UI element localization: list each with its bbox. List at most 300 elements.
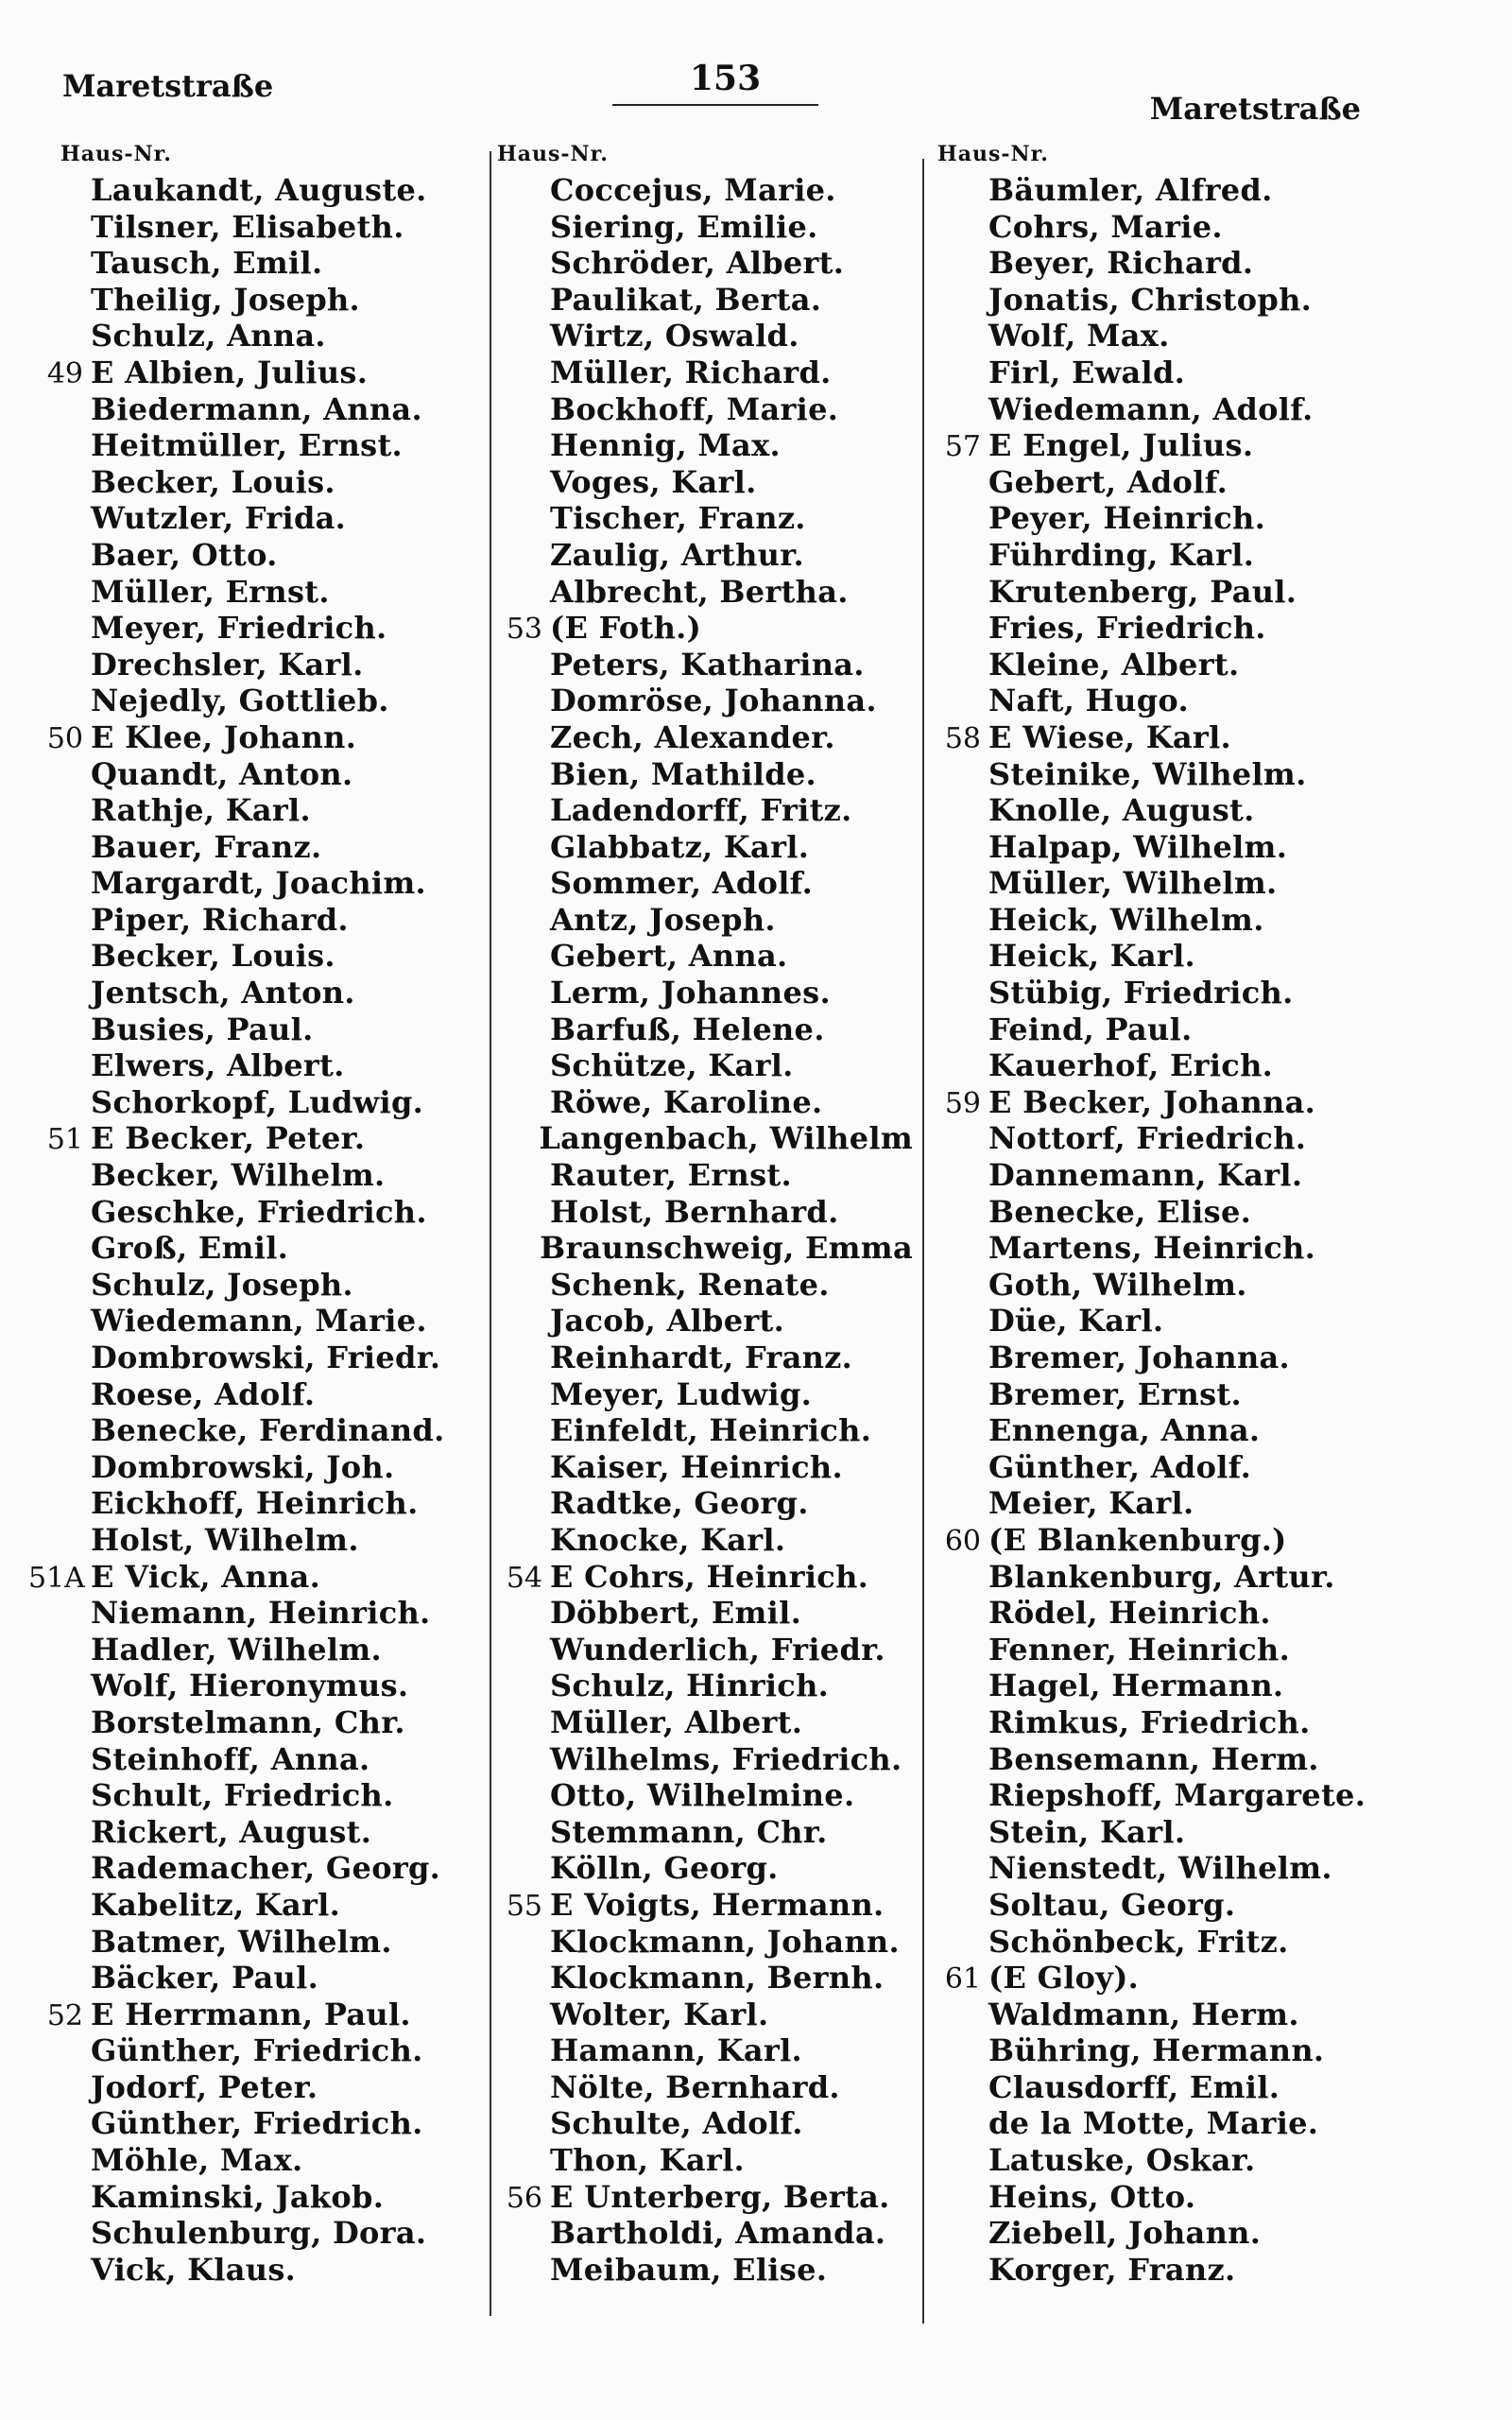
list-item <box>28 1267 482 1304</box>
list-item <box>28 391 482 428</box>
resident-name: Biedermann, Anna. <box>91 390 422 427</box>
resident-name: Stemmann, Chr. <box>550 1813 828 1850</box>
resident-name: Holst, Wilhelm. <box>91 1521 359 1558</box>
list-item <box>488 829 913 866</box>
list-item <box>488 610 913 647</box>
entries-list <box>28 172 482 2288</box>
list-item <box>28 1485 482 1522</box>
resident-name: Bauer, Franz. <box>91 828 322 865</box>
list-item <box>926 1376 1380 1413</box>
resident-name: Halpap, Wilhelm. <box>988 828 1288 865</box>
list-item <box>28 938 482 975</box>
column-2 <box>488 142 913 2288</box>
resident-name: Rathje, Karl. <box>91 792 311 829</box>
list-item <box>926 647 1380 683</box>
resident-name: Heins, Otto. <box>988 2178 1196 2215</box>
list-item <box>488 245 913 282</box>
resident-name: Benecke, Ferdinand. <box>91 1412 445 1449</box>
resident-name: E Engel, Julius. <box>988 427 1254 464</box>
resident-name: Roese, Adolf. <box>91 1375 316 1412</box>
list-item <box>926 1559 1380 1596</box>
resident-name: Bremer, Johanna. <box>988 1340 1290 1375</box>
resident-name: Döbbert, Emil. <box>550 1595 802 1632</box>
list-item <box>488 683 913 719</box>
resident-name: Siering, Emilie. <box>550 208 818 245</box>
list-item <box>926 865 1380 902</box>
house-number-label: Haus-Nr. <box>937 142 1049 166</box>
list-item <box>488 1230 913 1267</box>
resident-name: Hamann, Karl. <box>550 2032 802 2069</box>
list-item <box>488 1340 913 1376</box>
list-item <box>926 829 1380 866</box>
street-header-left: Maretstraße <box>62 68 274 104</box>
house-number: 51A <box>28 1561 85 1595</box>
list-item <box>28 209 482 246</box>
resident-name: Baer, Otto. <box>91 536 278 573</box>
list-item <box>488 1632 913 1668</box>
list-item <box>28 1230 482 1267</box>
list-item <box>488 1924 913 1961</box>
list-item <box>488 318 913 354</box>
resident-name: Günther, Adolf. <box>988 1448 1252 1485</box>
resident-name: Radtke, Georg. <box>550 1485 809 1522</box>
resident-name: E Herrmann, Paul. <box>91 1996 411 2032</box>
list-item <box>926 500 1380 537</box>
resident-name: Borstelmann, Chr. <box>91 1703 405 1740</box>
list-item <box>28 1632 482 1668</box>
list-item <box>28 1924 482 1961</box>
resident-name: Waldmann, Herm. <box>988 1996 1299 2032</box>
list-item <box>488 427 913 464</box>
resident-name: Heitmüller, Ernst. <box>91 427 403 464</box>
resident-name: Wiedemann, Marie. <box>91 1303 427 1340</box>
resident-name: Jentsch, Anton. <box>91 975 355 1011</box>
list-item <box>926 464 1380 501</box>
list-item <box>28 1340 482 1376</box>
resident-name: Schulz, Hinrich. <box>550 1668 830 1704</box>
resident-name: Kauerhof, Erich. <box>988 1047 1274 1084</box>
resident-name: Düe, Karl. <box>988 1303 1164 1340</box>
list-item <box>28 975 482 1011</box>
resident-name: Jacob, Albert. <box>550 1303 785 1340</box>
resident-name: E Klee, Johann. <box>91 718 357 755</box>
resident-name: Bremer, Ernst. <box>988 1375 1242 1412</box>
resident-name: Goth, Wilhelm. <box>988 1266 1247 1303</box>
resident-name: Laukandt, Auguste. <box>91 172 427 208</box>
resident-name: Knocke, Karl. <box>550 1521 786 1558</box>
resident-name: Peters, Katharina. <box>550 646 865 683</box>
resident-name: Wunderlich, Friedr. <box>550 1631 885 1668</box>
house-number: 53 <box>506 613 542 647</box>
street-header-right: Maretstraße <box>1149 91 1361 127</box>
list-item <box>28 1303 482 1340</box>
resident-name: Klockmann, Bernh. <box>550 1960 885 1996</box>
entries-list <box>926 172 1380 2288</box>
resident-name: Domröse, Johanna. <box>550 683 877 719</box>
list-item <box>488 1194 913 1231</box>
resident-name: E Unterberg, Berta. <box>550 2178 890 2215</box>
list-item <box>28 172 482 209</box>
list-item <box>488 1777 913 1814</box>
resident-name: Lerm, Johannes. <box>550 975 831 1011</box>
list-item <box>926 1340 1380 1376</box>
resident-name: Bäumler, Alfred. <box>988 172 1273 208</box>
list-item <box>488 1887 913 1924</box>
list-item <box>488 647 913 683</box>
resident-name: Fries, Friedrich. <box>988 610 1266 647</box>
list-item <box>28 2069 482 2106</box>
resident-name: Bartholdi, Amanda. <box>550 2215 886 2252</box>
house-number: 54 <box>506 1561 542 1595</box>
resident-name: Benecke, Elise. <box>988 1193 1252 1230</box>
list-item <box>488 1011 913 1048</box>
resident-name: Bockhoff, Marie. <box>550 390 839 427</box>
list-item <box>926 1632 1380 1668</box>
resident-name: Braunschweig, Emma <box>540 1230 913 1267</box>
resident-name: Ennenga, Anna. <box>988 1412 1261 1449</box>
list-item <box>926 391 1380 428</box>
list-item <box>926 1084 1380 1121</box>
resident-name: Führding, Karl. <box>988 536 1255 573</box>
list-item <box>488 1267 913 1304</box>
list-item <box>926 756 1380 793</box>
house-number: 58 <box>944 721 981 755</box>
list-item <box>488 938 913 975</box>
resident-name: Theilig, Joseph. <box>91 281 361 318</box>
column-divider <box>922 159 924 2324</box>
resident-name: Günther, Friedrich. <box>91 2105 423 2142</box>
list-item <box>926 719 1380 756</box>
list-item <box>488 1814 913 1851</box>
resident-name: Paulikat, Berta. <box>550 281 822 318</box>
resident-name: Klockmann, Johann. <box>550 1923 900 1960</box>
list-item <box>926 574 1380 611</box>
list-item <box>488 2252 913 2289</box>
resident-name: Stübig, Friedrich. <box>988 975 1294 1011</box>
resident-name: Knolle, August. <box>988 792 1255 829</box>
list-item <box>28 1449 482 1486</box>
resident-name: Elwers, Albert. <box>91 1047 345 1084</box>
list-item <box>926 1595 1380 1632</box>
resident-name: Bäcker, Paul. <box>91 1960 319 1996</box>
resident-name: Soltau, Georg. <box>988 1886 1236 1923</box>
resident-name: Rauter, Ernst. <box>550 1157 792 1194</box>
list-item <box>488 464 913 501</box>
list-item <box>28 1522 482 1559</box>
list-item <box>926 1996 1380 2033</box>
column-3 <box>926 142 1380 2288</box>
resident-name: Meier, Karl. <box>988 1485 1194 1522</box>
list-item <box>28 282 482 319</box>
list-item <box>926 902 1380 939</box>
list-item <box>28 1084 482 1121</box>
list-item <box>488 391 913 428</box>
list-item <box>488 1157 913 1194</box>
house-number: 57 <box>944 430 981 464</box>
list-item <box>28 318 482 354</box>
list-item <box>28 683 482 719</box>
list-item <box>28 1887 482 1924</box>
resident-name: (E Foth.) <box>550 610 702 647</box>
list-item <box>926 2032 1380 2069</box>
resident-name: Batmer, Wilhelm. <box>91 1923 392 1960</box>
resident-name: Meibaum, Elise. <box>550 2251 828 2288</box>
resident-name: Bühring, Hermann. <box>988 2032 1325 2069</box>
resident-name: Meyer, Ludwig. <box>550 1375 813 1412</box>
resident-name: Einfeldt, Heinrich. <box>550 1412 872 1449</box>
page-number: 153 <box>690 59 762 98</box>
resident-name: Naft, Hugo. <box>988 683 1189 719</box>
list-item <box>28 1011 482 1048</box>
list-item <box>926 2215 1380 2252</box>
resident-name: Steinhoff, Anna. <box>91 1740 370 1777</box>
list-item <box>488 756 913 793</box>
resident-name: Schulz, Joseph. <box>91 1266 353 1303</box>
entries-list <box>488 172 913 2288</box>
resident-name: Martens, Heinrich. <box>988 1230 1316 1267</box>
list-item <box>926 1303 1380 1340</box>
resident-name: Wolf, Max. <box>988 318 1170 354</box>
list-item <box>28 537 482 574</box>
resident-name: Kabelitz, Karl. <box>91 1886 341 1923</box>
list-item <box>488 2215 913 2252</box>
resident-name: Schulenburg, Dora. <box>91 2215 427 2252</box>
resident-name: Nienstedt, Wilhelm. <box>988 1850 1332 1887</box>
list-item <box>28 1376 482 1413</box>
list-item <box>926 1668 1380 1704</box>
resident-name: E Becker, Peter. <box>91 1120 366 1157</box>
resident-name: Kölln, Georg. <box>550 1850 779 1887</box>
list-item <box>926 938 1380 975</box>
list-item <box>488 1303 913 1340</box>
resident-name: Cohrs, Marie. <box>988 208 1223 245</box>
list-item <box>926 610 1380 647</box>
list-item <box>488 2142 913 2179</box>
list-item <box>28 2252 482 2289</box>
list-item <box>28 719 482 756</box>
list-item <box>488 1522 913 1559</box>
list-item <box>926 172 1380 209</box>
list-item <box>926 1194 1380 1231</box>
list-item <box>926 209 1380 246</box>
list-item <box>926 2069 1380 2106</box>
list-item <box>488 2179 913 2216</box>
resident-name: Wolter, Karl. <box>550 1996 769 2032</box>
resident-name: Fenner, Heinrich. <box>988 1631 1291 1668</box>
list-item <box>28 500 482 537</box>
resident-name: Wutzler, Frida. <box>91 500 347 537</box>
resident-name: Becker, Wilhelm. <box>91 1157 386 1194</box>
list-item <box>488 1668 913 1704</box>
resident-name: Otto, Wilhelmine. <box>550 1777 855 1814</box>
resident-name: Schröder, Albert. <box>550 245 845 282</box>
resident-name: Steinike, Wilhelm. <box>988 755 1307 792</box>
resident-name: Hagel, Hermann. <box>988 1668 1284 1704</box>
resident-name: Zaulig, Arthur. <box>550 536 804 573</box>
resident-name: Quandt, Anton. <box>91 755 353 792</box>
house-number-label: Haus-Nr. <box>497 142 609 166</box>
list-item <box>28 829 482 866</box>
list-item <box>28 1559 482 1596</box>
resident-name: Voges, Karl. <box>550 463 757 500</box>
list-item <box>488 574 913 611</box>
resident-name: E Voigts, Hermann. <box>550 1886 885 1923</box>
resident-name: Tausch, Emil. <box>91 245 323 282</box>
resident-name: Korger, Franz. <box>988 2251 1236 2288</box>
resident-name: Müller, Ernst. <box>91 573 330 610</box>
list-item <box>926 975 1380 1011</box>
list-item <box>28 1157 482 1194</box>
list-item <box>926 1412 1380 1449</box>
resident-name: Tischer, Franz. <box>550 500 806 537</box>
list-item <box>28 2142 482 2179</box>
resident-name: E Albien, Julius. <box>91 354 369 390</box>
resident-name: E Wiese, Karl. <box>988 718 1231 755</box>
resident-name: Schulte, Adolf. <box>550 2105 803 2142</box>
resident-name: Coccejus, Marie. <box>550 172 836 208</box>
list-item <box>488 1741 913 1778</box>
resident-name: Günther, Friedrich. <box>91 2032 423 2069</box>
resident-name: Dannemann, Karl. <box>988 1157 1303 1194</box>
resident-name: Schult, Friedrich. <box>91 1777 394 1814</box>
list-item <box>488 500 913 537</box>
resident-name: E Cohrs, Heinrich. <box>550 1558 869 1595</box>
list-item <box>926 1157 1380 1194</box>
list-item <box>28 1595 482 1632</box>
resident-name: Vick, Klaus. <box>91 2251 297 2288</box>
resident-name: Schönbeck, Fritz. <box>988 1923 1289 1960</box>
house-number: 56 <box>506 2181 542 2215</box>
list-item <box>488 719 913 756</box>
list-item <box>28 464 482 501</box>
list-item <box>488 282 913 319</box>
list-item <box>926 1011 1380 1048</box>
list-item <box>926 2142 1380 2179</box>
list-item <box>488 354 913 391</box>
resident-name: Reinhardt, Franz. <box>550 1340 853 1375</box>
list-item <box>28 1047 482 1084</box>
list-item <box>926 1777 1380 1814</box>
list-item <box>488 1704 913 1741</box>
resident-name: Niemann, Heinrich. <box>91 1595 431 1632</box>
list-item <box>926 354 1380 391</box>
resident-name: Schütze, Karl. <box>550 1047 794 1084</box>
list-item <box>28 1777 482 1814</box>
list-item <box>488 537 913 574</box>
resident-name: Kaiser, Heinrich. <box>550 1448 843 1485</box>
list-item <box>926 427 1380 464</box>
resident-name: Peyer, Heinrich. <box>988 500 1266 537</box>
list-item <box>28 610 482 647</box>
resident-name: Albrecht, Bertha. <box>550 573 849 610</box>
list-item <box>926 245 1380 282</box>
resident-name: Piper, Richard. <box>91 901 349 938</box>
resident-name: Müller, Wilhelm. <box>988 865 1278 902</box>
resident-name: Glabbatz, Karl. <box>550 828 810 865</box>
house-number: 51 <box>46 1123 83 1157</box>
list-item <box>488 1412 913 1449</box>
resident-name: Dombrowski, Joh. <box>91 1448 395 1485</box>
list-item <box>488 1850 913 1887</box>
list-item <box>28 2179 482 2216</box>
resident-name: Eickhoff, Heinrich. <box>91 1485 419 1522</box>
resident-name: Kaminski, Jakob. <box>91 2178 385 2215</box>
resident-name: Stein, Karl. <box>988 1813 1186 1850</box>
resident-name: Margardt, Joachim. <box>91 865 426 902</box>
resident-name: Sommer, Adolf. <box>550 865 814 902</box>
list-item <box>28 1120 482 1157</box>
resident-name: Feind, Paul. <box>988 1011 1193 1047</box>
list-item <box>926 1047 1380 1084</box>
list-item <box>488 975 913 1011</box>
resident-name: (E Blankenburg.) <box>988 1521 1287 1558</box>
list-item <box>926 1704 1380 1741</box>
list-item <box>28 1194 482 1231</box>
resident-name: Rimkus, Friedrich. <box>988 1703 1311 1740</box>
house-number: 55 <box>506 1889 542 1923</box>
resident-name: Tilsner, Elisabeth. <box>91 208 404 245</box>
resident-name: Barfuß, Helene. <box>550 1011 825 1047</box>
list-item <box>926 1741 1380 1778</box>
resident-name: Antz, Joseph. <box>550 901 776 938</box>
resident-name: Kleine, Albert. <box>988 646 1240 683</box>
list-item <box>926 1960 1380 1996</box>
list-item <box>488 1084 913 1121</box>
list-item <box>488 1960 913 1996</box>
resident-name: Jodorf, Peter. <box>91 2068 318 2105</box>
resident-name: Latuske, Oskar. <box>988 2142 1256 2179</box>
resident-name: Riepshoff, Margarete. <box>988 1777 1366 1814</box>
list-item <box>28 1412 482 1449</box>
house-number-label: Haus-Nr. <box>60 142 172 166</box>
resident-name: Langenbach, Wilhelm <box>539 1120 913 1157</box>
resident-name: Gebert, Anna. <box>550 938 788 975</box>
list-item <box>926 792 1380 829</box>
resident-name: Müller, Richard. <box>550 354 832 390</box>
resident-name: Schorkopf, Ludwig. <box>91 1083 424 1120</box>
resident-name: Wilhelms, Friedrich. <box>550 1740 902 1777</box>
list-item <box>926 2105 1380 2142</box>
resident-name: Bensemann, Herm. <box>988 1740 1319 1777</box>
list-item <box>926 1924 1380 1961</box>
list-item <box>488 2105 913 2142</box>
list-item <box>28 1960 482 1996</box>
list-item <box>28 245 482 282</box>
resident-name: Nejedly, Gottlieb. <box>91 683 389 719</box>
resident-name: Ladendorff, Fritz. <box>550 792 852 829</box>
list-item <box>926 1230 1380 1267</box>
list-item <box>28 1704 482 1741</box>
list-item <box>28 756 482 793</box>
list-item <box>488 1376 913 1413</box>
house-number: 49 <box>46 356 83 390</box>
resident-name: Gebert, Adolf. <box>988 463 1228 500</box>
resident-name: Firl, Ewald. <box>988 354 1186 390</box>
resident-name: Blankenburg, Artur. <box>988 1558 1335 1595</box>
resident-name: Wolf, Hieronymus. <box>91 1668 409 1704</box>
resident-name: Ziebell, Johann. <box>988 2215 1262 2252</box>
resident-name: Müller, Albert. <box>550 1703 803 1740</box>
resident-name: Röwe, Karoline. <box>550 1083 823 1120</box>
resident-name: E Becker, Johanna. <box>988 1083 1316 1120</box>
house-number: 52 <box>46 1998 83 2032</box>
resident-name: Zech, Alexander. <box>550 718 835 755</box>
list-item <box>926 1887 1380 1924</box>
list-item <box>28 2105 482 2142</box>
list-item <box>28 1850 482 1887</box>
list-item <box>488 172 913 209</box>
resident-name: Clausdorff, Emil. <box>988 2068 1280 2105</box>
